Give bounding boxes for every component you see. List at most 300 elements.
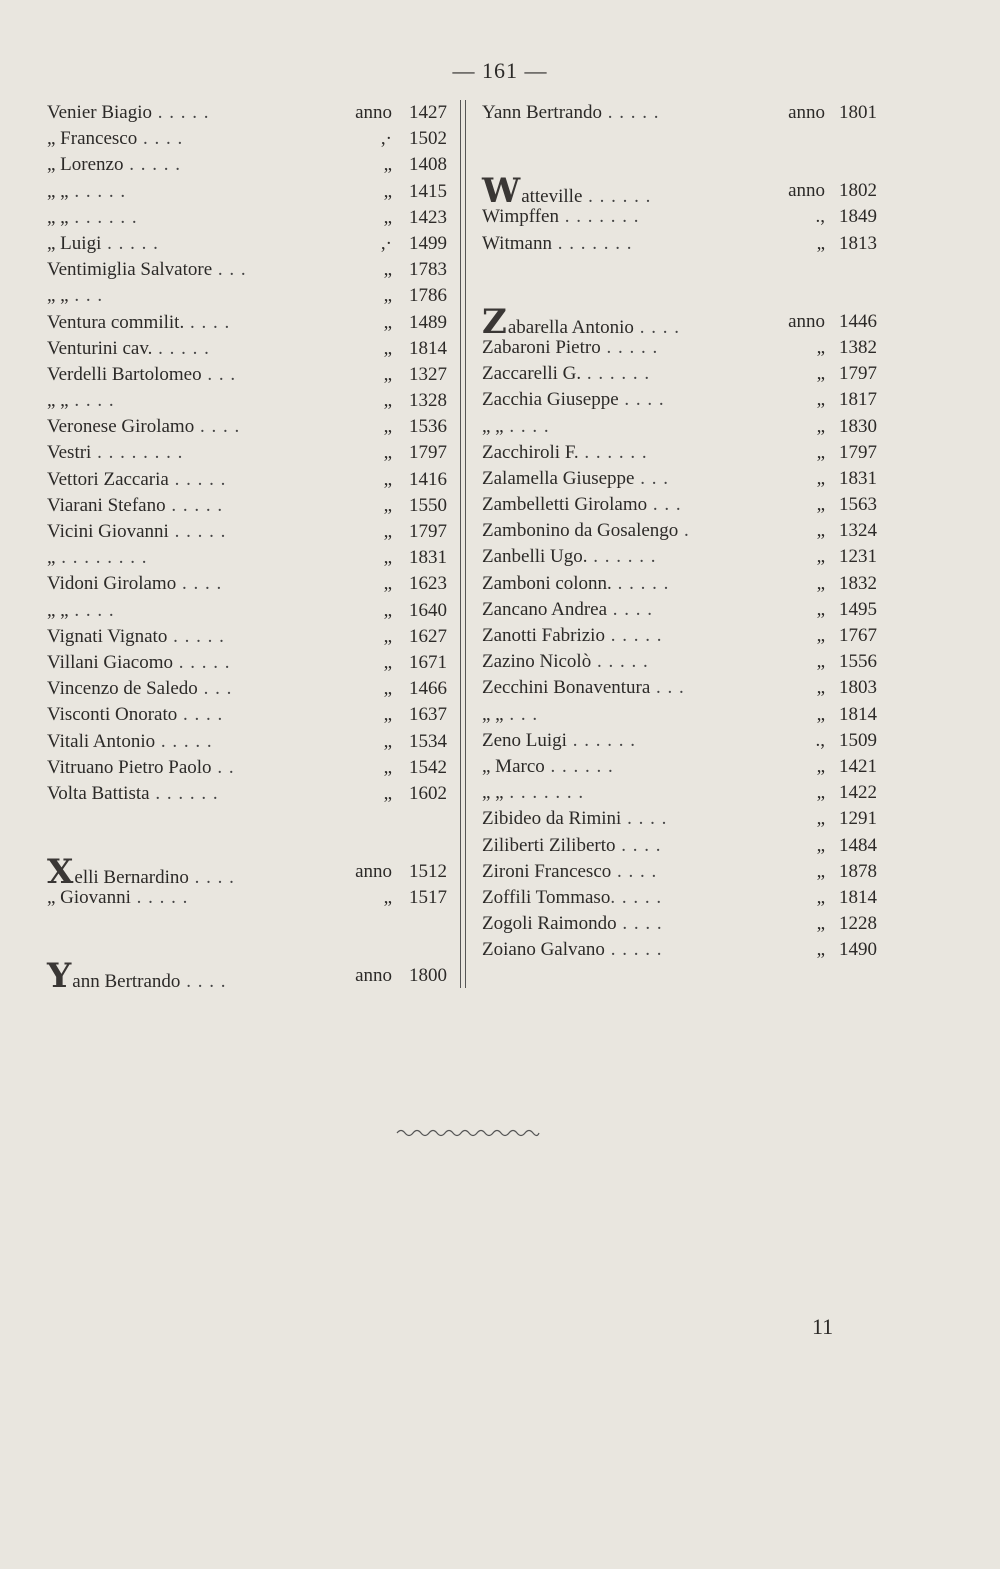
entry-name (482, 702, 538, 728)
entry-prefix: anno (788, 310, 825, 332)
index-entry (47, 702, 447, 728)
entry-name (482, 231, 632, 257)
entry-name (482, 518, 690, 544)
leader-dots: . . . . . (168, 468, 227, 490)
entry-name (482, 440, 648, 466)
leader-dots: . . . . . . . (558, 206, 640, 228)
right-column (482, 100, 877, 963)
index-entry (47, 152, 447, 178)
leader-dots: . . . (201, 363, 237, 385)
entry-name-text: Yann Bertrando (482, 102, 602, 123)
entry-name-text: Zoiano Galvano (482, 939, 605, 961)
section-gap (482, 126, 877, 178)
entry-name-text: Vincenzo de Saledo (47, 678, 198, 700)
index-entry (47, 205, 447, 231)
entry-name (47, 755, 235, 781)
leader-dots: . . . . . (168, 521, 227, 542)
entry-prefix: „ (816, 782, 825, 804)
entry-name-text: „ „ (47, 599, 69, 621)
leader-dots: . . . (650, 677, 685, 699)
leader-dots: . . . . (188, 867, 235, 889)
entry-year: 1802 (839, 180, 877, 202)
entry-name-text: Vitali Antonio (47, 730, 156, 752)
entry-name (47, 781, 219, 807)
entry-year: 1495 (839, 598, 877, 620)
entry-year: 1800 (409, 965, 447, 987)
entry-prefix: „ (383, 730, 392, 752)
index-entry (47, 467, 447, 493)
leader-dots: . . . . . . . . (55, 547, 148, 569)
leader-dots: . . (211, 756, 235, 778)
entry-prefix: „ (816, 520, 825, 542)
index-entry (47, 676, 447, 702)
entry-prefix: „ (816, 625, 825, 646)
entry-year: 1446 (839, 310, 877, 332)
leader-dots: . . . (647, 494, 682, 516)
index-entry (47, 100, 447, 126)
index-entry (482, 361, 877, 387)
index-entry (482, 754, 877, 780)
leader-dots: . . . . . (68, 180, 127, 202)
entry-name-text: Zabaroni Pietro (482, 336, 601, 358)
entry-year: 1489 (409, 311, 447, 333)
leader-dots: . . . . . . . (551, 232, 633, 254)
index-entry (482, 100, 877, 126)
index-entry (482, 780, 877, 806)
leader-dots: . . . . (184, 311, 231, 333)
entry-name (47, 676, 232, 702)
leader-dots: . . . . . (610, 886, 663, 908)
leader-dots: . . . . . (123, 154, 181, 176)
entry-prefix: anno (355, 861, 392, 883)
entry-prefix: ,· (380, 128, 392, 150)
leader-dots: . . . (634, 467, 669, 489)
index-entry (482, 518, 877, 544)
entry-name (482, 911, 663, 937)
entry-name (482, 100, 659, 126)
leader-dots: . . . . (621, 808, 668, 830)
entry-year: 1382 (839, 336, 877, 358)
entry-name (47, 519, 226, 545)
column-divider (460, 100, 466, 988)
entry-year: 1830 (839, 415, 877, 437)
entry-year: 1228 (839, 913, 877, 935)
entry-year: 1563 (839, 494, 877, 516)
index-entry (482, 571, 877, 597)
entry-year: 1849 (839, 206, 877, 228)
entry-name-text: Zecchini Bonaventura (482, 677, 651, 699)
leader-dots: . . . . (607, 598, 654, 620)
leader-dots: . . . . . (601, 102, 660, 123)
index-entry (47, 755, 447, 781)
leader-dots: . . . . . (173, 651, 231, 673)
entry-name (47, 100, 210, 126)
index-entry (47, 545, 447, 571)
entry-prefix: „ (383, 442, 392, 464)
entry-name-text: Vettori Zaccaria (47, 468, 169, 490)
entry-name-text: Zanotti Fabrizio (482, 625, 605, 646)
entry-prefix: anno (788, 180, 825, 202)
entry-prefix: „ (383, 363, 392, 385)
page-number: — 161 — (452, 58, 548, 83)
leader-dots: . . . . (615, 834, 662, 856)
leader-dots: . . . . (68, 390, 115, 412)
entry-name (47, 598, 115, 624)
entry-year: 1623 (409, 573, 447, 595)
entry-name-text: „ „ (47, 180, 69, 202)
entry-year: 1542 (409, 756, 447, 778)
index-entry (482, 171, 877, 212)
entry-year: 1324 (839, 520, 877, 542)
entry-year: 1536 (409, 416, 447, 438)
entry-prefix: „ (383, 521, 392, 542)
entry-year: 1327 (409, 363, 447, 385)
leader-dots: . . . (503, 703, 539, 725)
index-entry (482, 911, 877, 937)
entry-prefix: anno (788, 102, 825, 123)
entry-prefix: „ (383, 311, 392, 333)
index-entry (47, 852, 447, 893)
entry-year: 1421 (839, 755, 877, 777)
entry-year: 1637 (409, 704, 447, 726)
entry-prefix: „ (816, 703, 825, 725)
entry-prefix: „ (383, 887, 392, 909)
entry-name-text: „ (47, 547, 56, 569)
leader-dots: . . . (212, 259, 247, 281)
entry-name (482, 675, 685, 701)
entry-name-text: Volta Battista (47, 782, 150, 804)
index-entry (482, 833, 877, 859)
entry-name-text: Viarani Stefano (47, 494, 166, 516)
entry-prefix: „ (383, 625, 392, 647)
sheet-number: 11 (812, 1314, 834, 1339)
index-entry (47, 519, 447, 545)
entry-name (482, 466, 669, 492)
index-entry (47, 493, 447, 519)
entry-name-text: Zacchiroli F. (482, 441, 579, 463)
entry-year: 1509 (839, 729, 877, 751)
leader-dots: . . . . . . (587, 546, 657, 568)
leader-dots: . . . . (176, 573, 223, 595)
entry-name (47, 310, 230, 336)
entry-prefix: „ (383, 285, 392, 307)
entry-prefix: „ (816, 336, 825, 358)
entry-name (482, 885, 662, 911)
entry-name (482, 414, 550, 440)
section-gap (482, 257, 877, 309)
entry-name-text: Verdelli Bartolomeo (47, 363, 202, 385)
left-column (47, 100, 447, 997)
leader-dots: . . . . (633, 316, 680, 338)
entry-name (482, 937, 662, 963)
entry-prefix: „ (816, 441, 825, 463)
leader-dots: . . . . (180, 971, 227, 993)
entry-year: 1231 (839, 546, 877, 568)
entry-name-text: Zironi Francesco (482, 860, 612, 882)
index-entry (482, 544, 877, 570)
entry-prefix: anno (355, 965, 392, 987)
index-entry (482, 204, 877, 230)
entry-prefix: „ (383, 678, 392, 700)
entry-name-text: Venier Biagio (47, 102, 153, 123)
entry-name (482, 387, 665, 413)
index-entry (482, 387, 877, 413)
section-gap (47, 807, 447, 859)
entry-name (47, 493, 223, 519)
entry-name-text: „ „ (47, 285, 69, 307)
entry-year: 1797 (839, 363, 877, 385)
leader-dots: . . . . . . (544, 755, 614, 777)
index-entry (47, 956, 447, 997)
entry-year: 1416 (409, 468, 447, 490)
entry-prefix: „ (383, 494, 392, 516)
entry-year: 1814 (839, 703, 877, 725)
entry-name (47, 283, 103, 309)
leader-dots: . . . . (194, 416, 241, 438)
entry-name-text: „ Francesco (47, 128, 138, 150)
entry-name-text: „ „ (482, 415, 504, 437)
index-entry (47, 440, 447, 466)
entry-name (47, 650, 231, 676)
entry-prefix: „ (383, 259, 392, 281)
entry-year: 1831 (409, 547, 447, 569)
entry-prefix: „ (383, 390, 392, 412)
leader-dots: . . . . . . (149, 782, 219, 804)
index-entry (47, 650, 447, 676)
entry-prefix: ,· (380, 232, 392, 254)
entry-name (47, 702, 223, 728)
entry-name (482, 204, 639, 230)
entry-year: 1671 (409, 651, 447, 673)
entry-name (47, 571, 222, 597)
entry-year: 1423 (409, 206, 447, 228)
entry-name-text: Zazino Nicolò (482, 651, 592, 673)
decorated-initial: Z (482, 301, 507, 342)
entry-name (482, 833, 662, 859)
entry-name-text: Zaccarelli G. (482, 363, 582, 385)
entry-prefix: „ (816, 677, 825, 699)
index-entry (47, 414, 447, 440)
section-gap (47, 911, 447, 963)
index-entry (482, 937, 877, 963)
entry-name-text: Ventura commilit. (47, 311, 185, 333)
entry-name-text: Villani Giacomo (47, 651, 174, 673)
index-entry (47, 362, 447, 388)
leader-dots: . . . . (68, 599, 115, 621)
index-entry (47, 310, 447, 336)
entry-name-text: Zacchia Giuseppe (482, 389, 619, 411)
entry-prefix: „ (816, 232, 825, 254)
entry-prefix: „ (383, 704, 392, 726)
index-entry (482, 301, 877, 342)
entry-prefix: „ (383, 782, 392, 804)
index-entry (482, 597, 877, 623)
entry-name-text: Venturini cav. (47, 337, 153, 359)
entry-name-text: „ Marco (482, 755, 545, 777)
entry-name (482, 859, 657, 885)
entry-year: 1797 (839, 441, 877, 463)
leader-dots: . . . (68, 285, 104, 307)
entry-year: 1767 (839, 625, 877, 646)
entry-name-text: „ Giovanni (47, 887, 131, 909)
entry-name-text: Veronese Girolamo (47, 416, 195, 438)
entry-prefix: „ (383, 756, 392, 778)
leader-dots: . . . . . (600, 336, 659, 358)
index-entry (482, 675, 877, 701)
entry-year: 1627 (409, 625, 447, 647)
entry-prefix: „ (383, 416, 392, 438)
entry-year: 1556 (839, 651, 877, 673)
entry-prefix: „ (816, 886, 825, 908)
index-entry (482, 466, 877, 492)
entry-year: 1602 (409, 782, 447, 804)
decorated-initial: Y (47, 956, 72, 997)
entry-year: 1550 (409, 494, 447, 516)
entry-name-text: Zancano Andrea (482, 598, 608, 620)
entry-name (47, 624, 225, 650)
entry-year: 1517 (409, 887, 447, 909)
entry-prefix: „ (816, 546, 825, 568)
leader-dots: . . . . (616, 913, 663, 935)
entry-year: 1534 (409, 730, 447, 752)
entry-year: 1783 (409, 259, 447, 281)
entry-name (47, 362, 236, 388)
leader-dots: . . . . . (604, 625, 663, 646)
entry-name (47, 336, 210, 362)
leader-dots: . . . . . . . (503, 782, 585, 804)
leader-dots: . . . . . . (581, 363, 651, 385)
entry-name-text: Witmann (482, 232, 552, 254)
leader-dots: . . . . . (152, 337, 210, 359)
entry-name (482, 335, 658, 361)
entry-year: 1801 (839, 102, 877, 123)
leader-dots: . . . . . . (582, 186, 652, 208)
entry-name-text: „ „ (47, 206, 69, 228)
entry-name (482, 649, 649, 675)
entry-name (482, 754, 614, 780)
entry-prefix: „ (816, 755, 825, 777)
leader-dots: . . . . . (167, 625, 225, 647)
entry-year: 1786 (409, 285, 447, 307)
entry-name (47, 545, 147, 571)
leader-dots: . . . . . (591, 651, 649, 673)
entry-name-text: ann Bertrando (72, 971, 181, 993)
entry-name-text: Zogoli Raimondo (482, 913, 617, 935)
entry-prefix: „ (383, 651, 392, 673)
entry-year: 1878 (839, 860, 877, 882)
index-entry (47, 598, 447, 624)
index-entry (47, 231, 447, 257)
entry-prefix: „ (816, 808, 825, 830)
entry-name-text: Zeno Luigi (482, 729, 567, 751)
entry-year: 1466 (409, 678, 447, 700)
entry-name (47, 467, 226, 493)
entry-year: 1803 (839, 677, 877, 699)
leader-dots: . . . . . (611, 572, 670, 594)
entry-name-text: „ „ (482, 703, 504, 725)
wavy-ornament (395, 1127, 541, 1139)
leader-dots: . . . . . (604, 939, 663, 961)
entry-year: 1328 (409, 390, 447, 412)
entry-name (47, 956, 227, 997)
entry-prefix: „ (816, 363, 825, 385)
entry-prefix: „ (816, 389, 825, 411)
entry-name (482, 623, 662, 649)
decorated-initial: W (482, 171, 521, 212)
decorated-initial: X (47, 852, 74, 893)
entry-name (482, 806, 667, 832)
index-entry (47, 126, 447, 152)
index-entry (482, 414, 877, 440)
entry-prefix: „ (383, 599, 392, 621)
entry-name-text: Zamboni colonn. (482, 572, 612, 594)
index-entry (482, 806, 877, 832)
entry-year: 1832 (839, 572, 877, 594)
entry-name-text: Vitruano Pietro Paolo (47, 756, 212, 778)
entry-name (482, 544, 657, 570)
index-entry (482, 440, 877, 466)
entry-name (47, 885, 188, 911)
entry-name-text: Zambelletti Girolamo (482, 494, 648, 516)
leader-dots: . . . . (611, 860, 658, 882)
entry-year: 1490 (839, 939, 877, 961)
leader-dots: . . . . . (152, 102, 210, 123)
entry-name (47, 126, 183, 152)
entry-name-text: Vestri (47, 442, 92, 464)
index-entry (482, 728, 877, 754)
entry-year: 1640 (409, 599, 447, 621)
leader-dots: . . . . . (130, 887, 189, 909)
entry-name-text: Zibideo da Rimini (482, 808, 622, 830)
entry-name-text: atteville (521, 186, 583, 208)
index-entry (482, 492, 877, 518)
entry-name-text: Zoffili Tommaso (482, 886, 611, 908)
index-entry (47, 283, 447, 309)
index-entry (47, 729, 447, 755)
leader-dots: . . . . . (165, 494, 224, 516)
entry-year: 1814 (839, 886, 877, 908)
leader-dots: . (678, 520, 690, 542)
index-entry (482, 231, 877, 257)
entry-prefix: „ (816, 860, 825, 882)
index-entry (47, 257, 447, 283)
leader-dots: . . . . (177, 704, 224, 726)
entry-name (47, 152, 181, 178)
index-entry (482, 649, 877, 675)
leader-dots: . . . . . . (566, 729, 636, 751)
entry-prefix: „ (816, 598, 825, 620)
entry-year: 1415 (409, 180, 447, 202)
leader-dots: . . . . . (101, 232, 159, 254)
index-entry (482, 885, 877, 911)
entry-name (47, 231, 159, 257)
entry-year: 1427 (409, 102, 447, 123)
entry-name-text: „ Lorenzo (47, 154, 124, 176)
entry-prefix: „ (383, 154, 392, 176)
entry-prefix: „ (383, 180, 392, 202)
entry-name (47, 729, 213, 755)
entry-name (482, 571, 669, 597)
entry-prefix: „ (816, 494, 825, 516)
entry-name (47, 257, 247, 283)
entry-year: 1831 (839, 467, 877, 489)
entry-name-text: elli Bernardino (74, 867, 189, 889)
leader-dots: . . . . . . . . (91, 442, 184, 464)
index-entry (47, 179, 447, 205)
index-entry (47, 336, 447, 362)
entry-prefix: „ (816, 572, 825, 594)
entry-prefix: „ (816, 913, 825, 935)
